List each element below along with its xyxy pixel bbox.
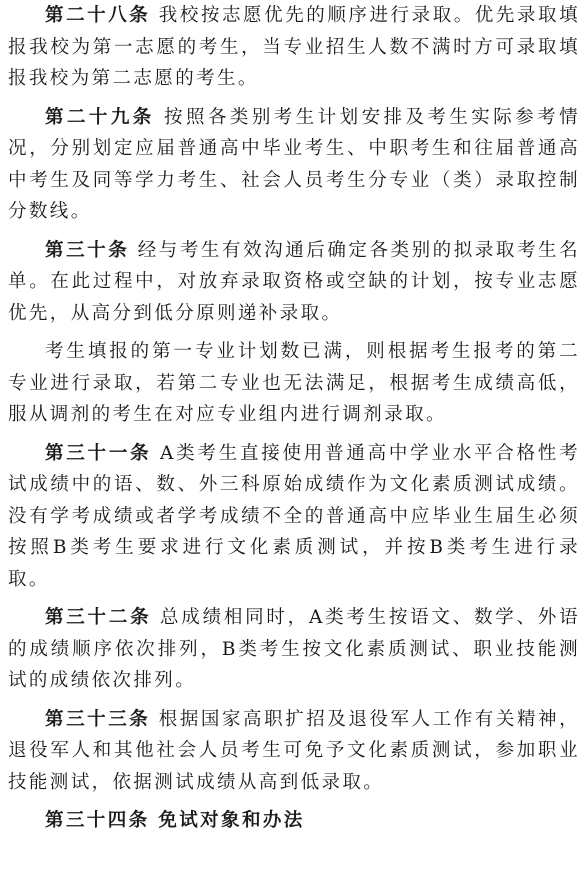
document-page (8, 0, 580, 837)
article-text: A类考生直接使用普通高中学业水平合格性考试成绩中的语、数、外三科原始成绩作为文化素质测试成绩。没有学考成绩或者学考成绩不全的普通高中应毕业生届生必须按照B类考生要求进行文化素质测试，并按B类考生进行录取。 (8, 442, 580, 590)
article-28 (8, 0, 580, 95)
article-30 (8, 235, 580, 330)
article-number: 第三十三条 (45, 708, 151, 730)
article-30-continued (8, 336, 580, 431)
article-number: 第三十一条 (45, 442, 152, 464)
article-33 (8, 704, 580, 799)
article-number: 第二十八条 (45, 5, 151, 26)
article-31 (8, 438, 580, 596)
article-text: 按照各类别考生计划安排及考生实际参考情况，分别划定应届普通高中毕业考生、中职考生和往届普通高中考生及同等学力考生、社会人员考生分专业（类）录取控制分数线。 (8, 106, 580, 222)
article-number: 第三十二条 (45, 607, 152, 628)
article-32 (8, 602, 580, 697)
article-text: 我校按志愿优先的顺序进行录取。优先录取填报我校为第一志愿的考生，当专业招生人数不满时方可录取填报我校为第二志愿的考生。 (8, 5, 580, 89)
article-text: 考生填报的第一专业计划数已满，则根据考生报考的第二专业进行录取，若第二专业也无法满足，根据考生成绩高低，服从调剂的考生在对应专业组内进行调剂录取。 (8, 341, 580, 425)
article-34 (8, 805, 580, 837)
article-text: 根据国家高职扩招及退役军人工作有关精神，退役军人和其他社会人员考生可免予文化素质测试，参加职业技能测试，依据测试成绩从高到低录取。 (8, 708, 580, 793)
article-number: 第三十四条 (45, 810, 150, 831)
article-heading-text: 免试对象和办法 (149, 810, 305, 831)
article-number: 第二十九条 (45, 106, 155, 128)
article-number: 第三十条 (45, 239, 130, 261)
article-text: 总成绩相同时，A类考生按语文、数学、外语的成绩顺序依次排列，B类考生按文化素质测试、职业技能测试的成绩依次排列。 (8, 607, 580, 691)
article-29 (8, 102, 580, 228)
article-text: 经与考生有效沟通后确定各类别的拟录取考生名单。在此过程中，对放弃录取资格或空缺的计划，按专业志愿优先，从高分到低分原则递补录取。 (8, 239, 580, 324)
